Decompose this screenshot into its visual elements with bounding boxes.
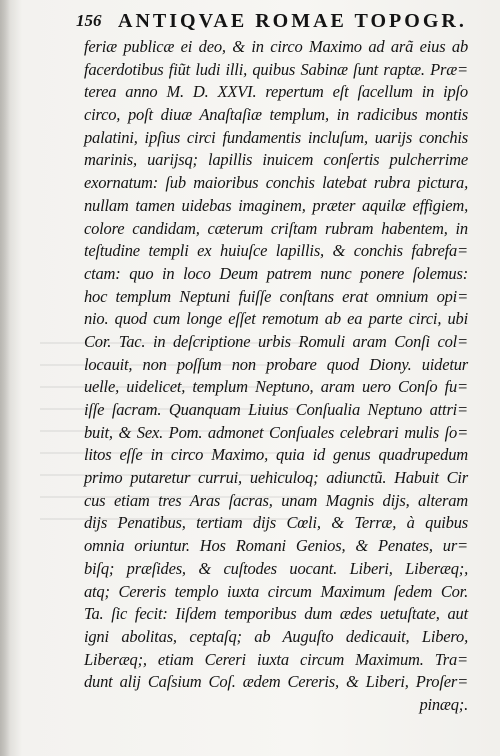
text-line: Ta. ſic fecit: Iiſdem temporibus dum ædes uetuſtate, aut bbox=[84, 604, 468, 624]
text-line: exornatum: ſub maioribus conchis latebat rubra pictura, bbox=[84, 173, 468, 193]
text-line: dunt alij Caſsium Coſ. ædem Cereris, & Liberi, Proſer= bbox=[84, 672, 468, 692]
text-line: iſſe ſacram. Quanquam Liuius Conſualia Neptuno attri= bbox=[84, 400, 468, 419]
text-line: circo, poſt diuæ Anaſtaſiæ templum, in radicibus montis bbox=[84, 105, 468, 125]
text-line: locauit, non poſſum non probare quod Diony. uidetur bbox=[84, 354, 468, 374]
text-line: teſtudine templi ex huiuſce lapillis, & conchis fabrefa= bbox=[84, 241, 468, 261]
text-line: biſq; præſides, & cuſtodes uocant. Liberi, Liberæq;, bbox=[84, 558, 468, 578]
running-title: ANTIQVAE ROMAE TOPOGR. bbox=[118, 10, 467, 32]
text-line: nio. quod cum longe eſſet remotum ab ea parte circi, ubi bbox=[84, 309, 468, 329]
text-line: pinæq;. bbox=[419, 694, 468, 714]
text-line: facerdotibus fiũt ludi illi, quibus Sabinæ ſunt raptæ. Præ= bbox=[84, 59, 468, 79]
text-line: buit, & Sex. Pom. admonet Conſuales celebrari mulis ſo= bbox=[84, 422, 468, 442]
page-gutter-shadow bbox=[0, 0, 10, 756]
text-line: uelle, uidelicet, templum Neptuno, aram uero Conſo fu= bbox=[84, 377, 468, 397]
text-line: terea anno M. D. XXVI. repertum eſt ſacellum in ipſo bbox=[84, 82, 468, 102]
text-line: hoc templum Neptuni fuiſſe conſtans erat omnium opi= bbox=[84, 286, 468, 306]
text-line: cus etiam tres Aras ſacras, unam Magnis dijs, alteram bbox=[84, 490, 468, 510]
text-line: marinis, uarijsq; lapillis inuicem conſertis pulcherrime bbox=[84, 150, 468, 170]
text-line: palatini, ipſius circi fundamentis incluſum, uarijs conchis bbox=[84, 127, 468, 147]
text-line: colore candidam, cæterum criſtam rubram habentem, in bbox=[84, 218, 468, 238]
text-line: dijs Penatibus, tertiam dijs Cœli, & Terræ, à quibus bbox=[84, 513, 468, 533]
text-line: primo putaretur currui, uehiculoq; adiunctũ. Habuit Cir bbox=[84, 468, 468, 488]
text-line: Cor. Tac. in deſcriptione urbis Romuli aram Conſi col= bbox=[84, 331, 468, 351]
text-line: omnia oriuntur. Hos Romani Genios, & Penates, ur= bbox=[84, 536, 468, 556]
body-text bbox=[84, 36, 468, 717]
text-line: ctam: quo in loco Deum patrem nunc ponere ſolemus: bbox=[84, 263, 468, 283]
running-head bbox=[76, 9, 476, 33]
text-line: Liberæq;, etiam Cereri iuxta circum Maximum. Tra= bbox=[84, 649, 468, 669]
text-line: nullam tamen uidebas imaginem, præter aquilæ effigiem, bbox=[84, 195, 468, 215]
text-line: feriæ publicæ ei deo, & in circo Maximo ad arã eius ab bbox=[84, 37, 468, 56]
text-line: igni abolitas, ceptaſq; ab Auguſto dedicauit, Libero, bbox=[84, 626, 468, 646]
text-line: litos eſſe in circo Maximo, quia id genus quadrupedum bbox=[84, 445, 468, 465]
page-number: 156 bbox=[76, 11, 102, 30]
text-line: atq; Cereris templo iuxta circum Maximum ſedem Cor. bbox=[84, 581, 468, 601]
